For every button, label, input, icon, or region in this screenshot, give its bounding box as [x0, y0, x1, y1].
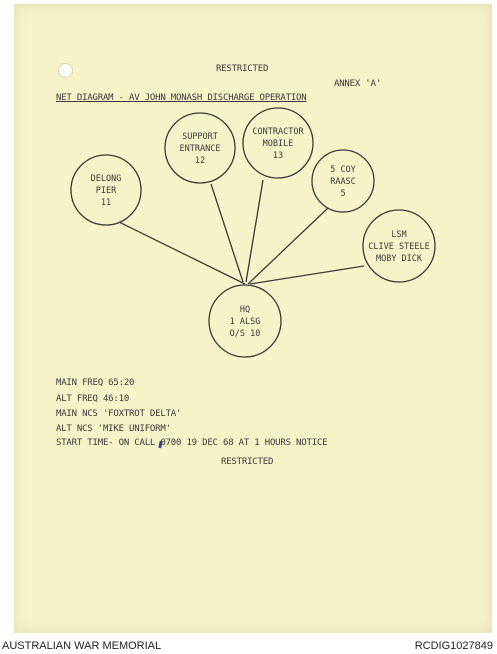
node-lsm-label-0: LSM [391, 230, 407, 240]
link-lsm-hq [250, 266, 364, 284]
institution-name: AUSTRALIAN WAR MEMORIAL [2, 640, 162, 652]
link-support-hq [211, 184, 243, 282]
alt-freq: ALT FREQ 46:10 [56, 394, 130, 404]
archive-footer [0, 636, 497, 654]
node-contractor-label-0: CONTRACTOR [252, 127, 304, 137]
node-contractor-label-1: MOBILE [262, 139, 294, 149]
classification-top: RESTRICTED [216, 64, 269, 74]
link-contractor-hq [246, 180, 263, 282]
node-hq-label-1: 1 ALSG [229, 317, 261, 327]
node-support-label-1: ENTRANCE [179, 144, 221, 154]
node-support-label-0: SUPPORT [182, 132, 218, 142]
node-contractor-label-2: 13 [272, 151, 284, 161]
annex-label: ANNEX 'A' [334, 79, 381, 89]
start-time: START TIME- ON CALL 0700 19 DEC 68 AT 1 HOURS NOTICE [56, 438, 328, 448]
record-id: RCDIG1027849 [414, 640, 493, 652]
node-lsm-label-2: MOBY DICK [375, 254, 423, 264]
node-coy-label-1: RAASC [330, 177, 356, 187]
link-coy-hq [248, 208, 328, 284]
node-hq-label-0: HQ [239, 305, 251, 315]
node-coy-label-2: 5 [340, 189, 346, 199]
node-delong-label-1: PIER [95, 186, 117, 196]
main-ncs: MAIN NCS 'FOXTROT DELTA' [56, 409, 182, 419]
alt-ncs: ALT NCS 'MIKE UNIFORM' [56, 424, 171, 434]
node-hq-label-2: O/S 10 [229, 329, 261, 339]
node-delong-label-2: 11 [100, 198, 112, 208]
diagram-title: NET DIAGRAM - AV JOHN MONASH DISCHARGE OPERATION [56, 93, 307, 103]
node-support-label-2: 12 [194, 156, 206, 166]
node-lsm-label-1: CLIVE STEELE [368, 242, 430, 252]
node-coy-label-0: 5 COY [330, 165, 356, 175]
main-freq: MAIN FREQ 65:20 [56, 378, 135, 388]
node-delong-label-0: DELONG [90, 174, 122, 184]
classification-bottom: RESTRICTED [221, 457, 274, 467]
